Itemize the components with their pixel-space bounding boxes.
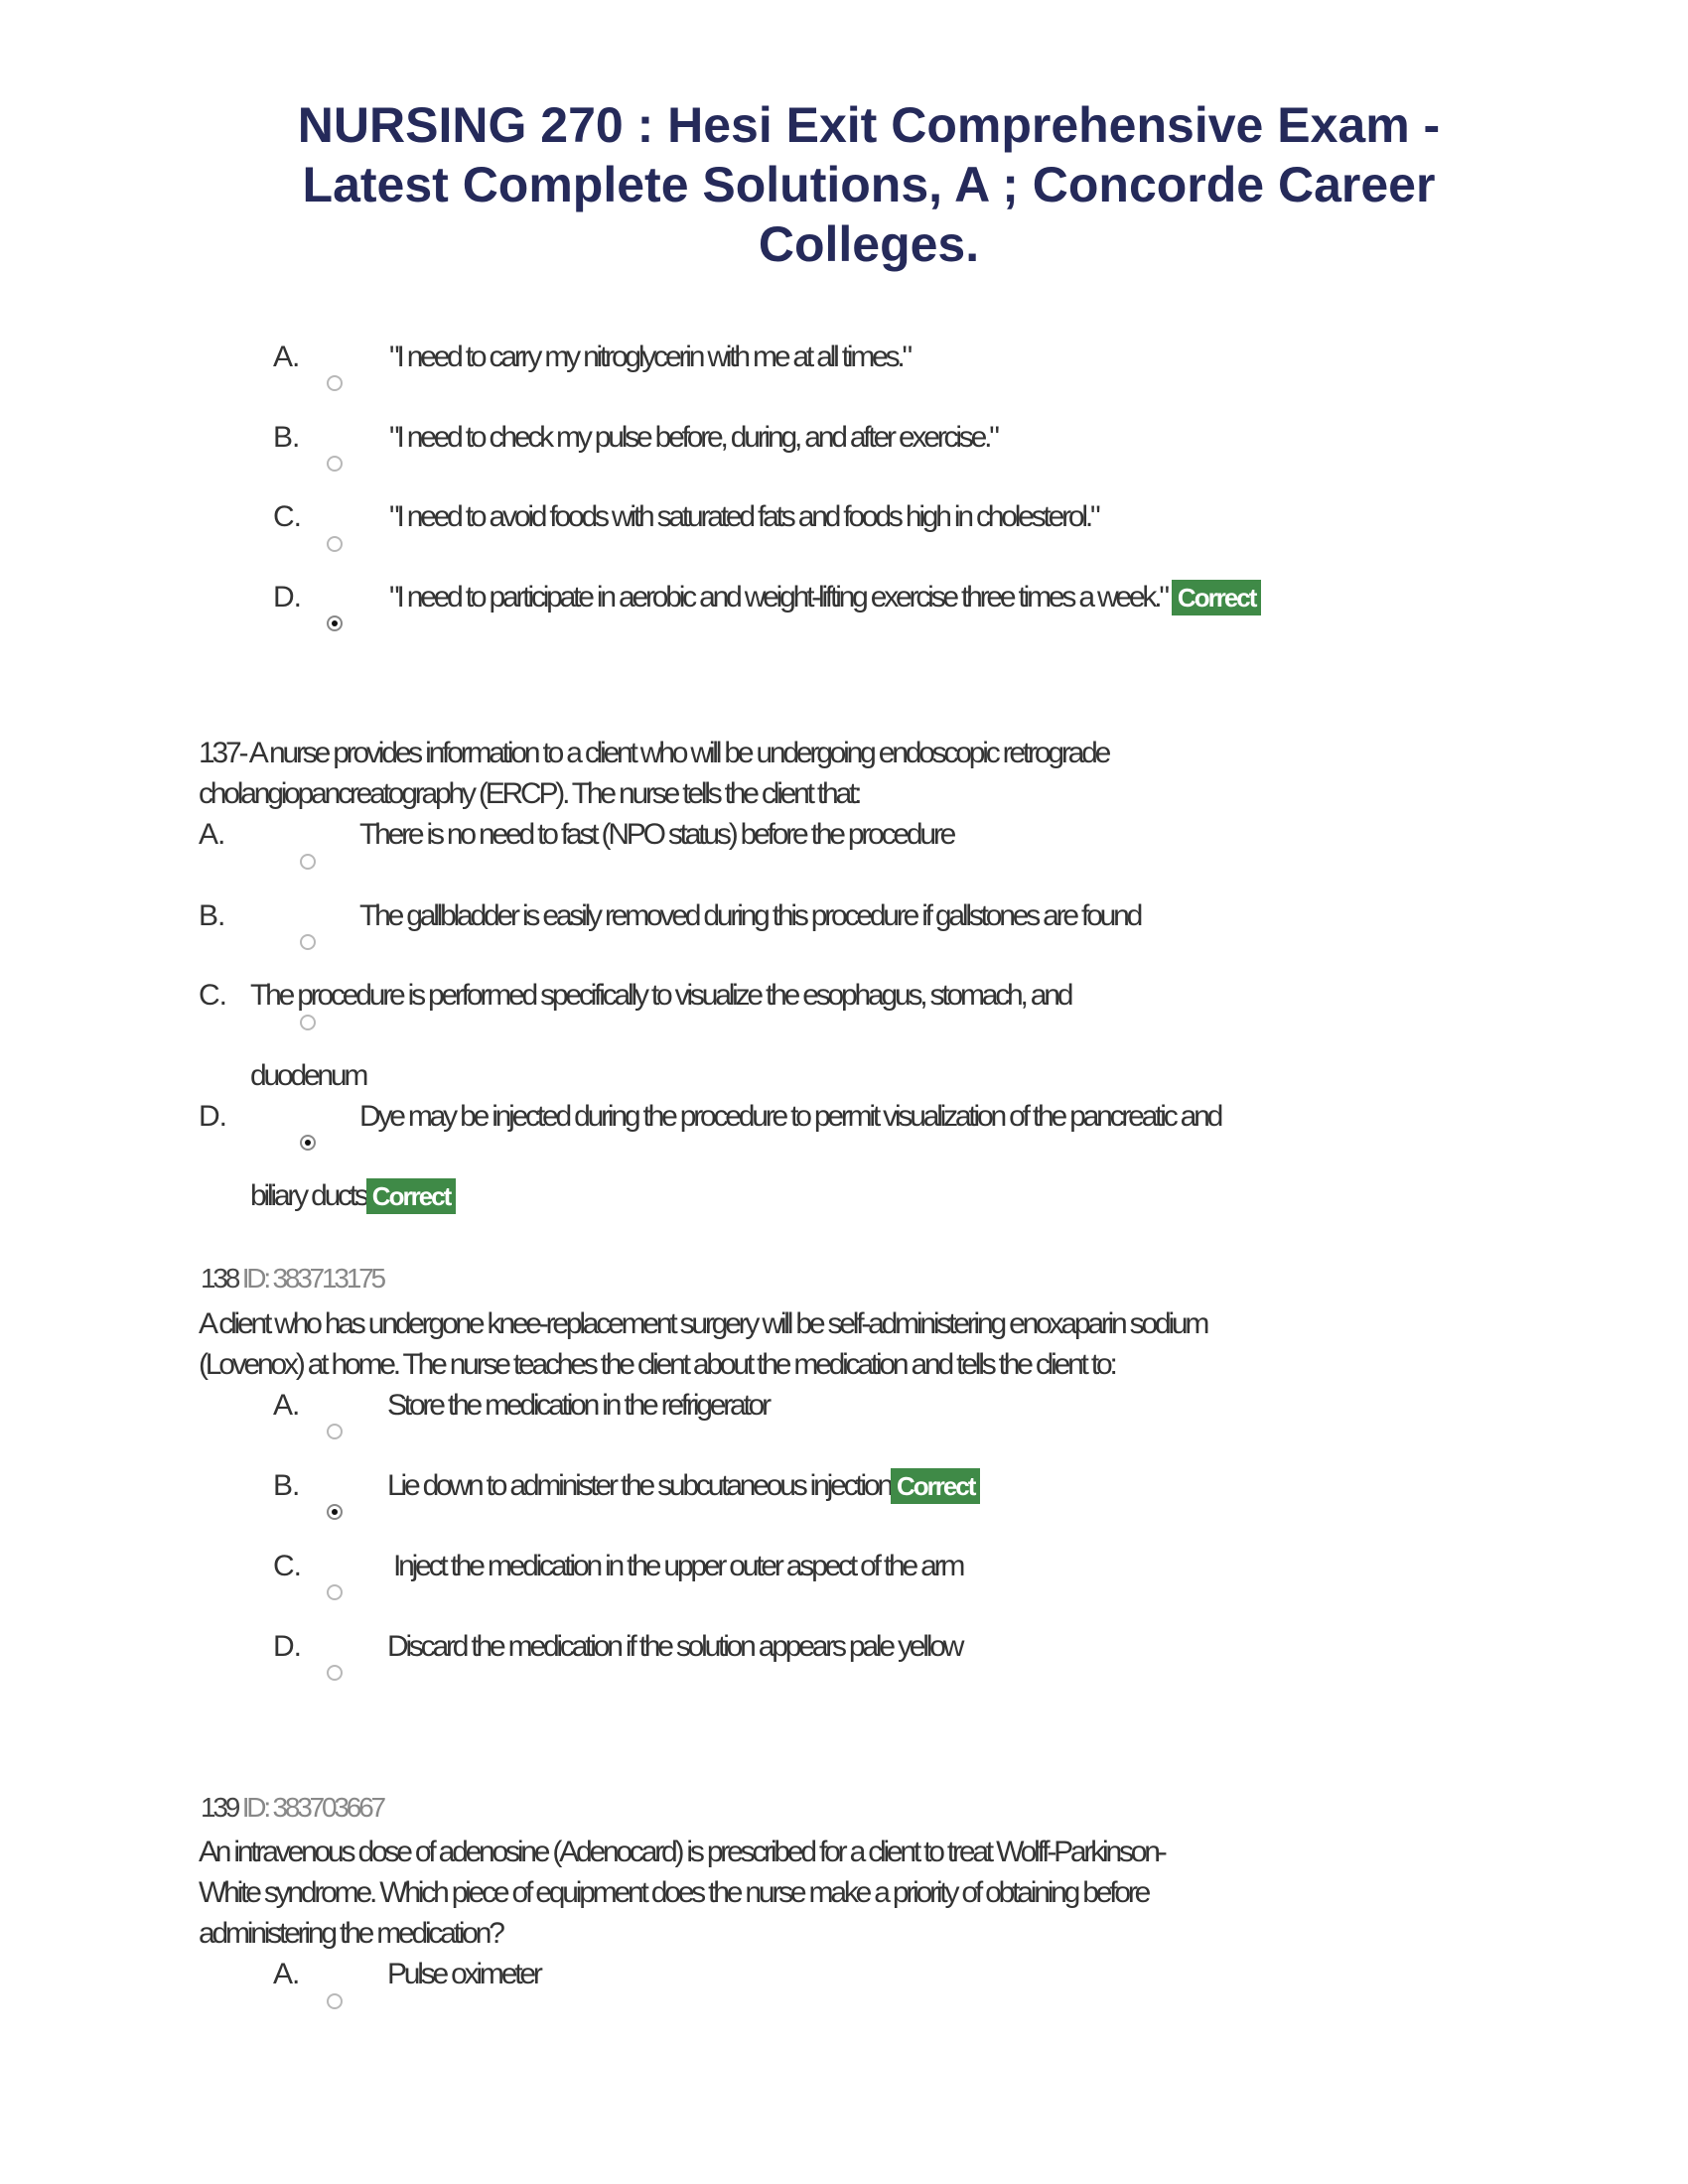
title-line: Colleges. [758, 216, 980, 272]
option-letter: B. [199, 899, 225, 932]
correct-badge: Correct [891, 1468, 980, 1504]
question-stem-line: 137- A nurse provides information to a client who will be undergoing endoscopic retrograde [199, 737, 1109, 769]
radio-button[interactable] [327, 1424, 343, 1439]
radio-button-selected[interactable] [327, 615, 343, 631]
option-text: Dye may be injected during the procedure to permit visualization of the pancreatic and [359, 1100, 1221, 1133]
question-stem-line: A client who has undergone knee-replacement surgery will be self-administering enoxaparin sodium [199, 1307, 1207, 1340]
question-stem-line: cholangiopancreatography (ERCP). The nurse tells the client that: [199, 777, 860, 810]
option-letter: A. [273, 1958, 300, 1990]
radio-button[interactable] [327, 375, 343, 391]
option-text [389, 580, 1261, 615]
question-id: ID: 383703667 [241, 1792, 383, 1823]
question-stem-line: White syndrome. Which piece of equipment does the nurse make a priority of obtaining before [199, 1876, 1149, 1909]
question-stem-line: An intravenous dose of adenosine (Adenocard) is prescribed for a client to treat Wolff-Parkinson- [199, 1836, 1165, 1868]
option-text: The procedure is performed specifically to visualize the esophagus, stomach, and [250, 979, 1071, 1012]
radio-button[interactable] [300, 934, 316, 950]
radio-button[interactable] [327, 536, 343, 552]
question-header [201, 1790, 383, 1826]
option-text [387, 1468, 980, 1504]
option-letter: D. [199, 1100, 226, 1133]
option-text-content: biliary ducts [250, 1179, 366, 1212]
option-text: Store the medication in the refrigerator [387, 1389, 769, 1422]
option-text-continued: duodenum [250, 1059, 366, 1092]
radio-button[interactable] [327, 1584, 343, 1600]
correct-badge: Correct [366, 1178, 456, 1214]
option-letter: C. [199, 979, 226, 1012]
question-stem-line: administering the medication? [199, 1917, 502, 1950]
option-text: "I need to carry my nitroglycerin with me at all times." [389, 341, 910, 373]
radio-button[interactable] [300, 1015, 316, 1030]
radio-button-selected[interactable] [327, 1504, 343, 1520]
radio-button[interactable] [327, 456, 343, 472]
option-text-continued [250, 1178, 456, 1214]
option-letter: C. [273, 500, 301, 533]
question-number: 138 [201, 1263, 238, 1294]
option-letter: A. [273, 1389, 300, 1422]
question-number: 139 [201, 1792, 238, 1823]
option-text: The gallbladder is easily removed during this procedure if gallstones are found [359, 899, 1141, 932]
question-id: ID: 383713175 [241, 1263, 383, 1294]
option-text: Inject the medication in the upper outer aspect of the arm [393, 1550, 963, 1582]
radio-button[interactable] [300, 854, 316, 870]
option-text: Pulse oximeter [387, 1958, 540, 1990]
option-text-content: Lie down to administer the subcutaneous injection [387, 1469, 891, 1502]
title-line: NURSING 270 : Hesi Exit Comprehensive Exam - [297, 97, 1441, 153]
option-text-content: "I need to participate in aerobic and weight-lifting exercise three times a week." [389, 581, 1167, 614]
option-letter: B. [273, 421, 300, 454]
radio-button-selected[interactable] [300, 1135, 316, 1151]
option-text: "I need to check my pulse before, during, and after exercise." [389, 421, 997, 454]
radio-button[interactable] [327, 1665, 343, 1681]
radio-button[interactable] [327, 1993, 343, 2009]
correct-badge: Correct [1172, 580, 1261, 615]
question-header [201, 1261, 383, 1297]
option-text: There is no need to fast (NPO status) before the procedure [359, 818, 954, 851]
option-letter: A. [273, 341, 300, 373]
question-stem-line: (Lovenox) at home. The nurse teaches the client about the medication and tells the client to: [199, 1348, 1115, 1381]
option-letter: D. [273, 581, 301, 614]
option-text: Discard the medication if the solution appears pale yellow [387, 1630, 962, 1663]
option-letter: B. [273, 1469, 300, 1502]
option-letter: D. [273, 1630, 301, 1663]
option-letter: A. [199, 818, 225, 851]
option-letter: C. [273, 1550, 301, 1582]
title-line: Latest Complete Solutions, A ; Concorde Career [302, 157, 1436, 212]
document-title [248, 95, 1489, 274]
option-text: "I need to avoid foods with saturated fats and foods high in cholesterol." [389, 500, 1098, 533]
